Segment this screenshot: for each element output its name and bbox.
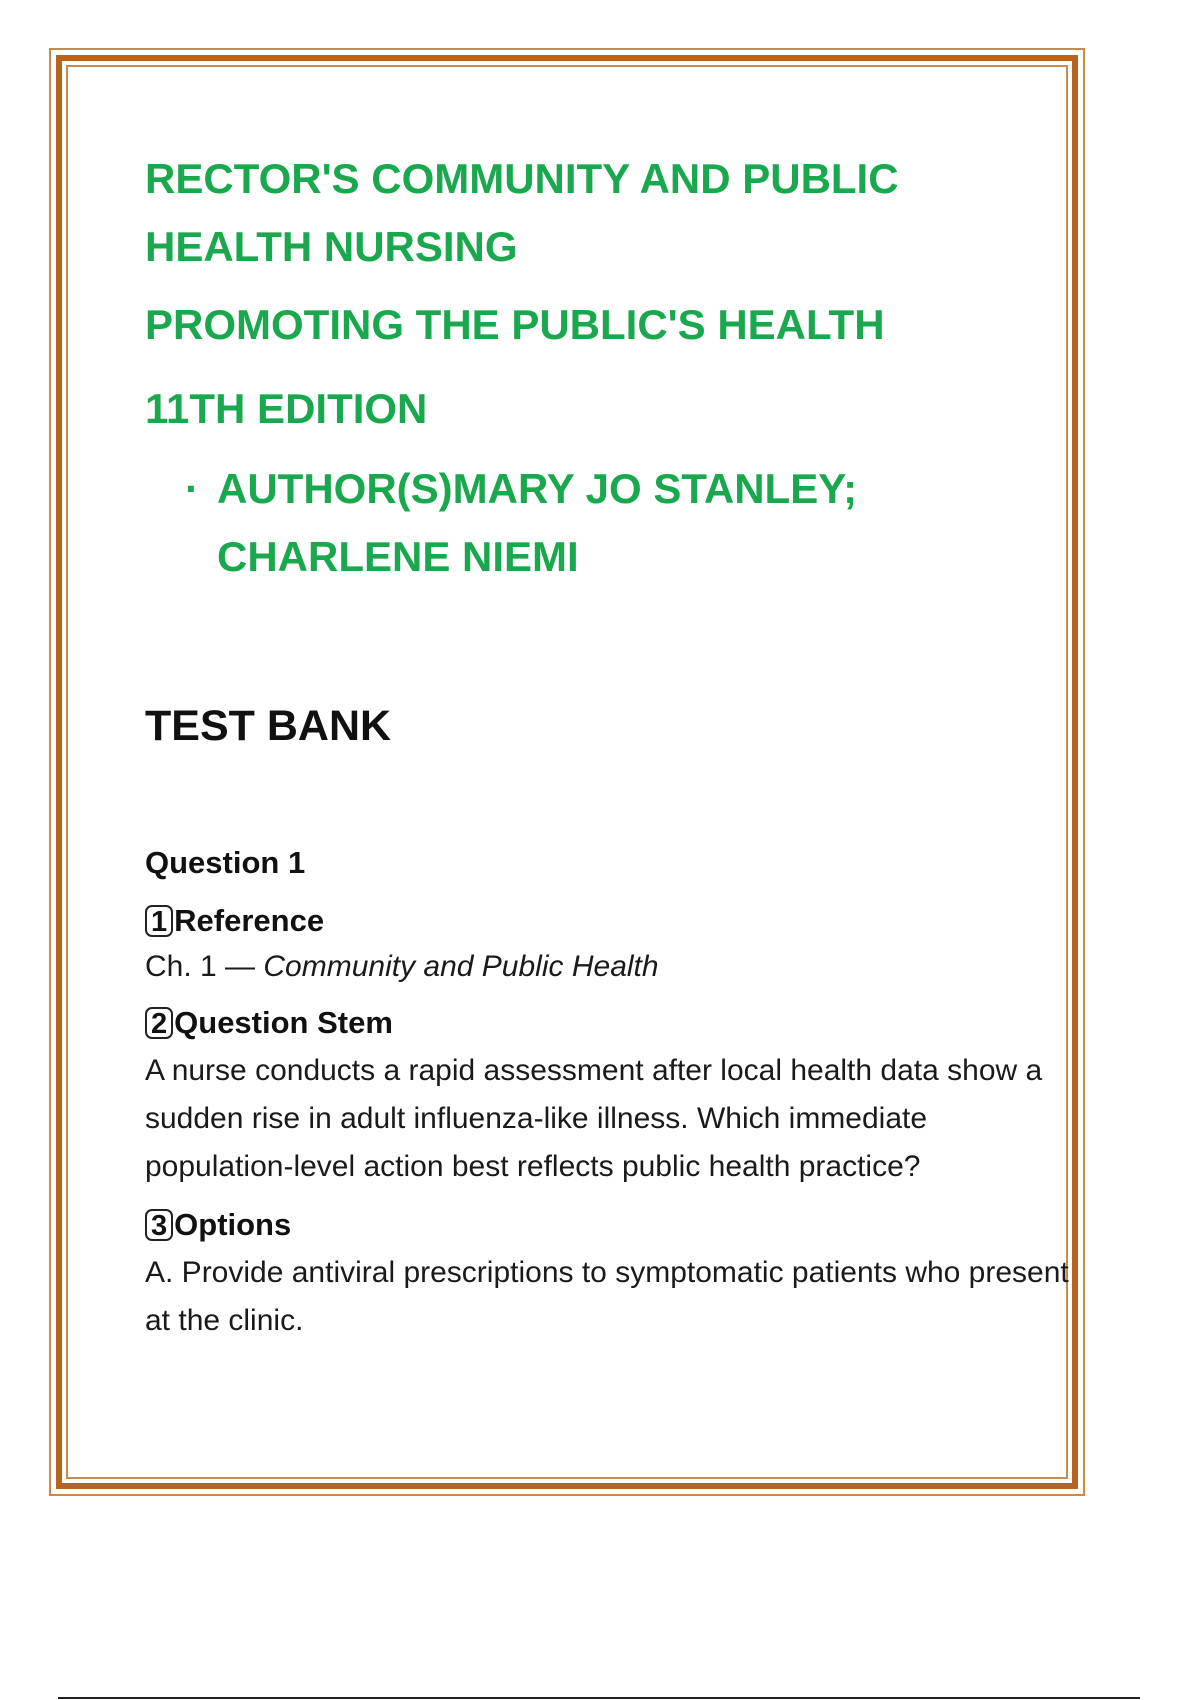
option-a: A. Provide antiviral prescriptions to symptomatic patients who present at the clinic. <box>145 1256 1069 1337</box>
question-stem-text: A nurse conducts a rapid assessment after local health data show a sudden rise in adult influenza-like illness. Which immediate population-level action best reflects public health practice? <box>145 1054 1043 1183</box>
book-subtitle: PROMOTING THE PUBLIC'S HEALTH <box>145 301 885 348</box>
book-title-line-1: RECTOR'S COMMUNITY AND PUBLIC <box>145 155 899 202</box>
book-title-line-2: HEALTH NURSING <box>145 223 518 270</box>
options-heading <box>145 1205 1105 1245</box>
reference-heading-label: Reference <box>174 903 325 938</box>
reference-text <box>145 943 1075 991</box>
question-stem-heading <box>145 1003 1105 1043</box>
author-line-2: CHARLENE NIEMI <box>217 533 579 580</box>
question-title: Question 1 <box>145 845 306 880</box>
stem-number-badge: 2 <box>145 1007 173 1039</box>
reference-chapter-title: Community and Public Health <box>263 950 659 983</box>
reference-chapter: Ch. 1 — <box>145 950 264 983</box>
options-number-badge: 3 <box>145 1209 173 1241</box>
page-content <box>145 145 1105 1345</box>
bullet-icon: · <box>185 465 199 512</box>
author-line-1: AUTHOR(S)MARY JO STANLEY; <box>217 465 858 512</box>
section-title: TEST BANK <box>145 702 392 750</box>
bottom-divider <box>58 1697 1140 1699</box>
reference-heading <box>145 901 1105 941</box>
reference-number-badge: 1 <box>145 905 173 937</box>
book-edition: 11TH EDITION <box>145 385 428 432</box>
options-heading-label: Options <box>174 1207 292 1242</box>
book-title <box>145 145 1105 281</box>
stem-heading-label: Question Stem <box>174 1005 393 1040</box>
author-text <box>217 455 917 591</box>
author-list-item <box>185 455 1105 591</box>
